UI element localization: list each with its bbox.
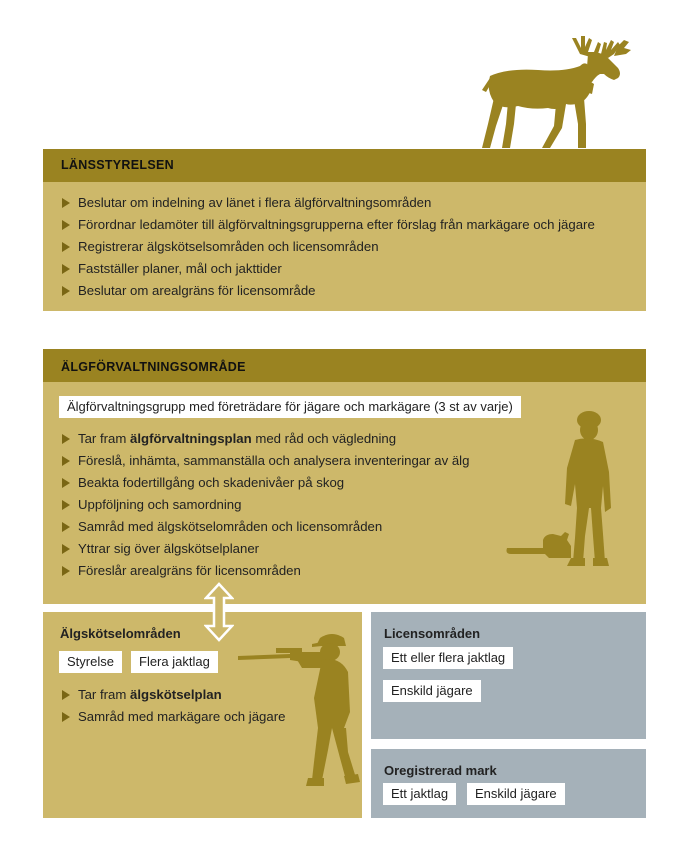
- bullet-triangle-icon: [62, 500, 70, 510]
- styrelse-box: Styrelse: [59, 651, 122, 673]
- algforvaltningsomrade-list: [60, 428, 469, 582]
- licensomraden-title: Licensområden: [384, 626, 481, 641]
- list-item: Samråd med älgskötselområden och licensområden: [60, 516, 469, 538]
- bullet-triangle-icon: [62, 220, 70, 230]
- list-item: Yttrar sig över älgskötselplaner: [60, 538, 469, 560]
- bullet-triangle-icon: [62, 264, 70, 274]
- bullet-triangle-icon: [62, 522, 70, 532]
- bullet-triangle-icon: [62, 198, 70, 208]
- oregistrerad-mark-panel: [371, 749, 646, 818]
- algforvaltningsgrupp-box: Älgförvaltningsgrupp med företrädare för jägare och markägare (3 st av varje): [59, 396, 521, 418]
- list-item: Beakta fodertillgång och skadenivåer på skog: [60, 472, 469, 494]
- list-item: Tar fram älgförvaltningsplan med råd och vägledning: [60, 428, 469, 450]
- list-item: Föreslå, inhämta, sammanställa och analysera inventeringar av älg: [60, 450, 469, 472]
- lansstyrelsen-list: [60, 192, 595, 302]
- bullet-triangle-icon: [62, 456, 70, 466]
- list-item: Registrerar älgskötselsområden och licensområden: [60, 236, 595, 258]
- list-item: Beslutar om arealgräns för licensområde: [60, 280, 595, 302]
- algforvaltningsomrade-header: [43, 349, 646, 382]
- flera-jaktlag-box: Flera jaktlag: [131, 651, 218, 673]
- lansstyrelsen-panel: [43, 182, 646, 311]
- moose-silhouette: [468, 32, 638, 150]
- list-item: Förordnar ledamöter till älgförvaltningsgrupperna efter förslag från markägare och jägare: [60, 214, 595, 236]
- hunter-with-rifle-silhouette: [236, 632, 362, 792]
- bullet-triangle-icon: [62, 690, 70, 700]
- licensomraden-panel: [371, 612, 646, 739]
- forester-with-chainsaw-silhouette: [505, 408, 630, 572]
- ett-eller-flera-jaktlag-box: Ett eller flera jaktlag: [383, 647, 513, 669]
- lansstyrelsen-title: LÄNSSTYRELSEN: [61, 158, 174, 172]
- list-item: Tar fram älgskötselplan: [60, 684, 285, 706]
- bullet-triangle-icon: [62, 712, 70, 722]
- algforvaltningsomrade-title: ÄLGFÖRVALTNINGSOMRÅDE: [61, 360, 246, 374]
- bullet-triangle-icon: [62, 434, 70, 444]
- list-item: Fastställer planer, mål och jakttider: [60, 258, 595, 280]
- bullet-triangle-icon: [62, 478, 70, 488]
- enskild-jagare-box-2: Enskild jägare: [467, 783, 565, 805]
- list-item: Samråd med markägare och jägare: [60, 706, 285, 728]
- ett-jaktlag-box: Ett jaktlag: [383, 783, 456, 805]
- algskotselomraden-title: Älgskötselområden: [60, 626, 181, 641]
- double-arrow-icon: [204, 582, 234, 642]
- oregistrerad-mark-title: Oregistrerad mark: [384, 763, 497, 778]
- lansstyrelsen-header: [43, 149, 646, 182]
- enskild-jagare-box: Enskild jägare: [383, 680, 481, 702]
- list-item: Beslutar om indelning av länet i flera älgförvaltningsområden: [60, 192, 595, 214]
- bullet-triangle-icon: [62, 286, 70, 296]
- bullet-triangle-icon: [62, 544, 70, 554]
- list-item: Uppföljning och samordning: [60, 494, 469, 516]
- bullet-triangle-icon: [62, 242, 70, 252]
- bullet-triangle-icon: [62, 566, 70, 576]
- list-item: Föreslår arealgräns för licensområden: [60, 560, 469, 582]
